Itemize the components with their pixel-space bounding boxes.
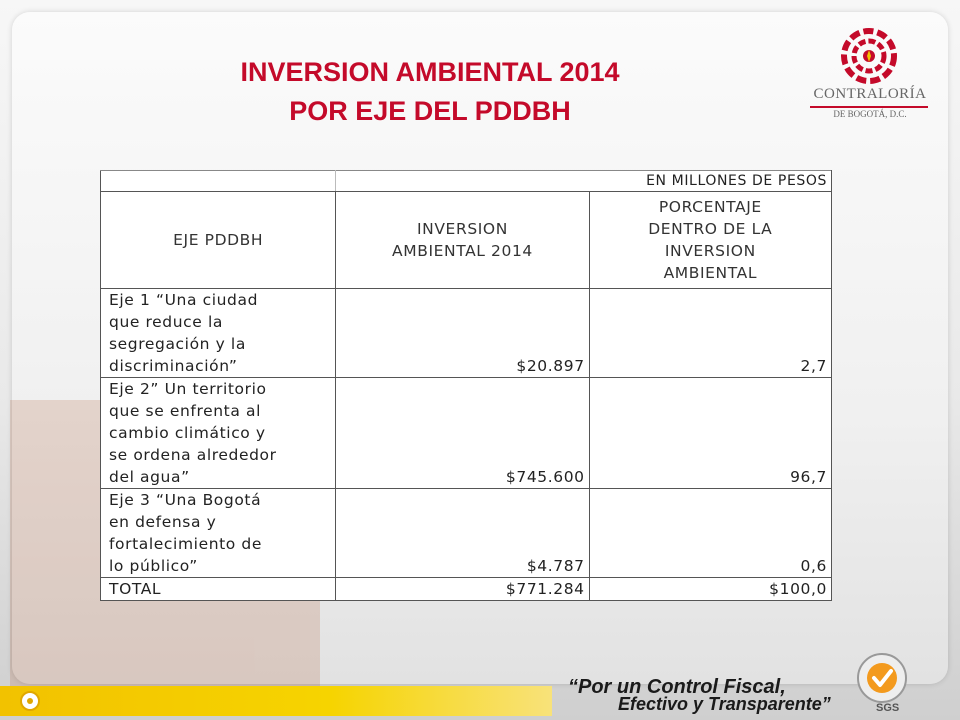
label-line: segregación y la — [109, 335, 246, 353]
total-label: TOTAL — [101, 578, 336, 601]
contraloria-emblem-icon — [841, 28, 897, 84]
label-line: que se enfrenta al — [109, 402, 261, 420]
logo-divider — [810, 106, 928, 108]
label-line: discriminación” — [109, 357, 238, 375]
footer-circle-icon — [20, 691, 40, 711]
logo-subtitle: DE BOGOTÁ, D.C. — [833, 109, 907, 119]
header-eje: EJE PDDBH — [101, 192, 336, 289]
slogan-line-1: “Por un Control Fiscal, — [568, 676, 786, 698]
footer-bar — [0, 686, 552, 716]
label-line: cambio climático y — [109, 424, 266, 442]
units-row — [101, 171, 832, 192]
label-line: se ordena alrededor — [109, 446, 277, 464]
label-line: del agua” — [109, 468, 190, 486]
units-blank-cell — [101, 171, 336, 192]
label-line: Eje 1 “Una ciudad — [109, 291, 259, 309]
title-line-2: POR EJE DEL PDDBH — [289, 96, 571, 126]
header-porcentaje — [589, 192, 831, 289]
header-porcentaje-line: INVERSION — [664, 242, 756, 260]
porcentaje-eje2: 96,7 — [589, 378, 831, 489]
label-line: que reduce la — [109, 313, 223, 331]
label-line: Eje 3 “Una Bogotá — [109, 491, 262, 509]
row-label-eje1 — [101, 289, 336, 378]
units-cell: EN MILLONES DE PESOS — [336, 171, 832, 192]
table-row — [101, 289, 832, 378]
total-inversion: $771.284 — [336, 578, 589, 601]
header-porcentaje-line: PORCENTAJE — [658, 198, 762, 216]
row-label-eje3 — [101, 489, 336, 578]
inversion-eje1: $20.897 — [336, 289, 589, 378]
total-porcentaje: $100,0 — [589, 578, 831, 601]
investment-table — [100, 170, 832, 601]
header-porcentaje-line: DENTRO DE LA — [648, 220, 773, 238]
iso-check-icon — [846, 650, 914, 706]
row-label-eje2 — [101, 378, 336, 489]
table-row — [101, 378, 832, 489]
label-line: Eje 2” Un territorio — [109, 380, 267, 398]
inversion-eje2: $745.600 — [336, 378, 589, 489]
logo-name: CONTRALORÍA — [813, 86, 927, 102]
inversion-eje3: $4.787 — [336, 489, 589, 578]
table-row — [101, 489, 832, 578]
label-line: lo público” — [109, 557, 198, 575]
sgs-label: SGS — [876, 702, 900, 714]
header-row — [101, 192, 832, 289]
header-inversion-line: INVERSION — [416, 220, 508, 238]
contraloria-logo — [808, 28, 940, 128]
porcentaje-eje1: 2,7 — [589, 289, 831, 378]
header-porcentaje-line: AMBIENTAL — [663, 264, 758, 282]
header-inversion — [336, 192, 589, 289]
label-line: fortalecimiento de — [109, 535, 262, 553]
total-row — [101, 578, 832, 601]
title-line-1: INVERSION AMBIENTAL 2014 — [240, 57, 620, 87]
porcentaje-eje3: 0,6 — [589, 489, 831, 578]
sgs-certification-badge — [846, 650, 914, 718]
slogan-line-2: Efectivo y Transparente” — [618, 694, 831, 714]
label-line: en defensa y — [109, 513, 217, 531]
header-inversion-line: AMBIENTAL 2014 — [392, 242, 533, 260]
